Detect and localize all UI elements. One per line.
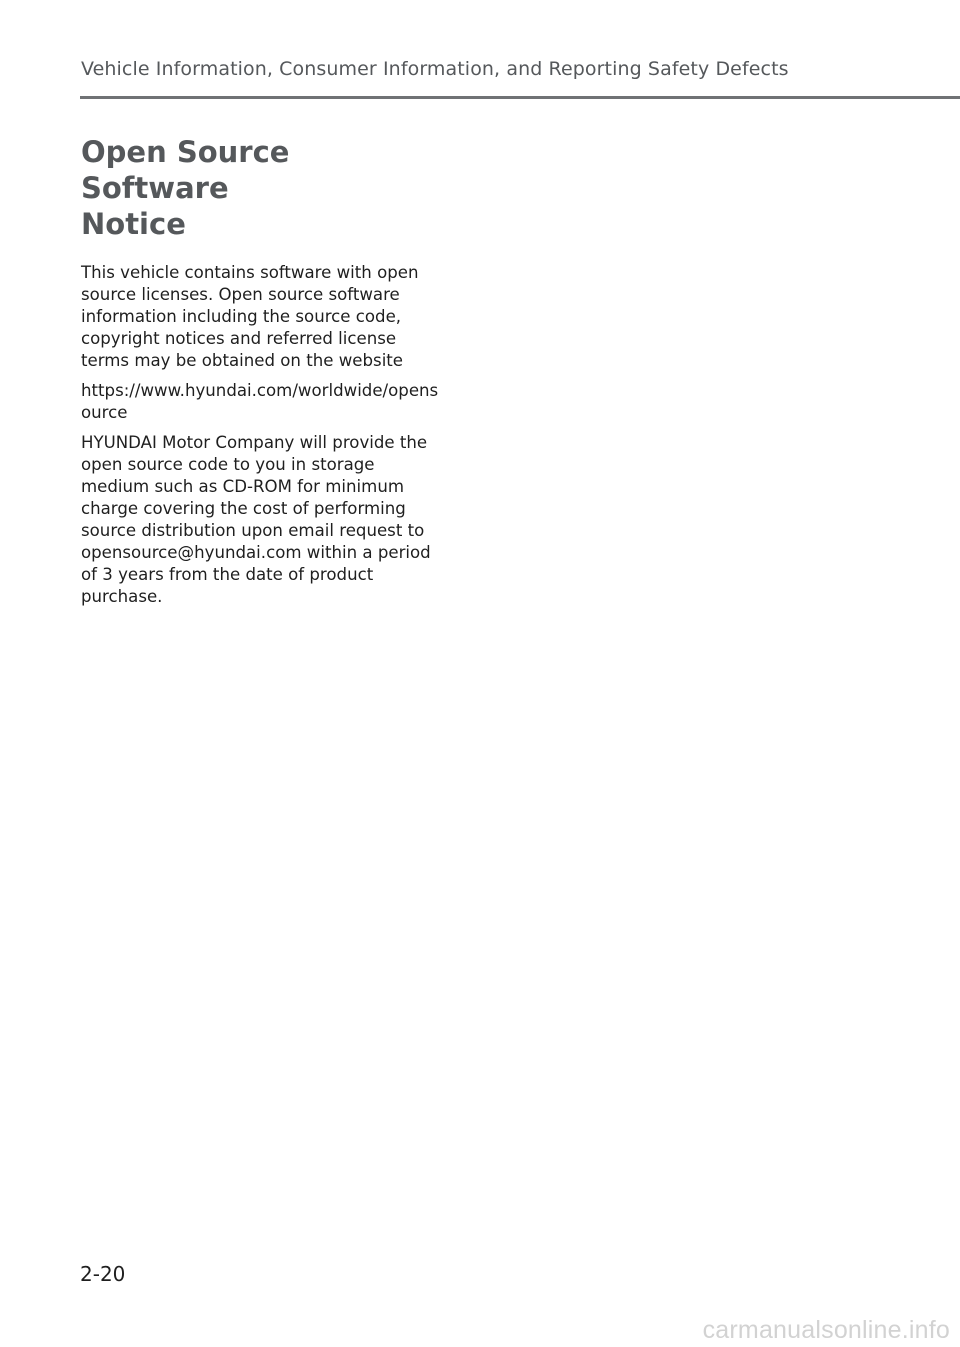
running-header: Vehicle Information, Consumer Information, and Reporting Safety Defects [81,58,789,80]
license-paragraph: This vehicle contains software with open source licenses. Open source software information including the source code, copyright notices and referred license terms may be obtained on the website [81,263,419,370]
section-title-line-2: Notice [81,207,186,241]
section-title-line-1: Open Source Software [81,135,290,205]
page-number: 2-20 [80,1262,126,1286]
opensource-url: https://www.hyundai.com/worldwide/opensource [81,381,439,422]
provision-paragraph: HYUNDAI Motor Company will provide the open source code to you in storage medium such as CD-ROM for minimum charge covering the cost of performing source distribution upon email request to opensource@hyundai.com within a period of 3 years from the date of product purchase. [81,433,431,606]
section-title [81,134,446,242]
watermark: carmanualsonline.info [702,1316,950,1344]
main-content [81,134,446,616]
header-divider [80,96,960,99]
